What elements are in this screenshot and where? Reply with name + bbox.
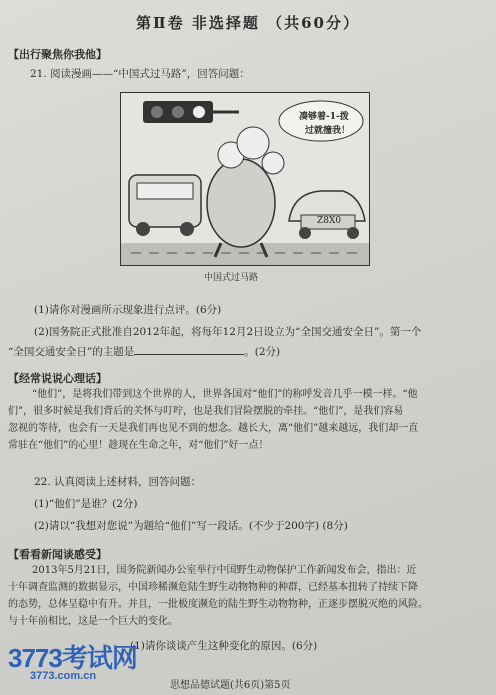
car-wheel (299, 227, 311, 239)
passage-3-line: 与十年前相比，这是一个巨大的变化。 (8, 616, 178, 627)
car-plate-text: Z8X0 (317, 216, 342, 226)
traffic-light-lamp (193, 106, 205, 118)
bus-wheel (136, 222, 150, 236)
passage-2-line: 们”，很多时候是我们背后的关怀与叮咛，也是我们冒险摆脱的牵挂。“他们”，是我们容易 (8, 406, 404, 417)
watermark-logo: 3773考试网 (8, 643, 137, 673)
cartoon-caption: 中国式过马路 (204, 273, 259, 283)
section-header-travel: 【出行聚焦你我他】 (8, 48, 107, 61)
answer-blank (134, 354, 244, 355)
bus-wheel (180, 222, 194, 236)
car-wheel (347, 227, 359, 239)
passage-2-line: 常驻在“他们”的心里！趁现在生命之年，对“他们”好一点！ (8, 440, 269, 451)
traffic-light-lamp (151, 106, 163, 118)
bus-window (137, 183, 193, 199)
question-23-1: (1)请你谈谈产生这种变化的原因。(6分) (130, 640, 318, 652)
traffic-light-lamp (172, 106, 184, 118)
passage-2-line: “他们”，是将我们带到这个世界的人，世界各国对“他们”的称呼发音几乎一模一样。“他 (32, 389, 418, 400)
passage-3 (8, 562, 488, 630)
question-21-1: (1)请你对漫画所示现象进行点评。(6分) (34, 304, 222, 316)
question-21-2-line2 (8, 344, 280, 359)
question-21-2-score: 。(2分) (244, 346, 281, 358)
speech-text-line2: 过就撞我！ (305, 126, 351, 136)
person-head (237, 127, 269, 159)
crowd-shape (207, 159, 275, 247)
question-21-2-text: “全国交通安全日”的主题是 (8, 346, 135, 358)
passage-3-line: 的态势，总体呈稳中有升。并且，一批极度濒危的陆生野生动物物种，正逐步摆脱灭绝的风险。 (8, 599, 428, 610)
question-21-prompt: 21. 阅读漫画——“中国式过马路”，回答问题： (30, 68, 250, 80)
passage-3-line: 2013年5月21日，国务院新闻办公室举行中国野生动物保护工作新闻发布会，指出：近 (32, 565, 417, 576)
question-22-prompt: 22. 认真阅读上述材料，回答问题： (34, 476, 202, 488)
passage-3-line: 十年调查监测的数据显示，中国珍稀濒危陆生野生动物物种的种群，已经基本扭转了持续下降 (8, 582, 418, 593)
page-footer: 思想品德试题(共6页)第5页 (170, 680, 291, 691)
watermark-url: 3773.com.cn (30, 670, 97, 682)
cartoon-image (120, 92, 370, 266)
question-22-1: (1)“他们”是谁？(2分) (34, 498, 138, 510)
question-22-2: (2)请以“我想对您说”为题给“他们”写一段话。(不少于200字) (8分) (34, 520, 348, 532)
page-title: 第Ⅱ卷 非选择题 （共60分） (136, 14, 360, 32)
section-header-heart: 【经常说说心理话】 (8, 372, 107, 385)
passage-2 (8, 386, 488, 454)
question-21-2-line1: (2)国务院正式批准自2012年起，将每年12月2日设立为“全国交通安全日”。第一个 (34, 326, 422, 338)
speech-text-line1: 凑够着-1-拨 (299, 112, 349, 122)
section-header-news: 【看看新闻谈感受】 (8, 548, 107, 561)
person-head (262, 152, 284, 174)
passage-2-line: 忽视的等待，也会有一天是我们再也见不到的想念。越长大，离“他们”越来越远，我们却一直 (8, 423, 419, 434)
